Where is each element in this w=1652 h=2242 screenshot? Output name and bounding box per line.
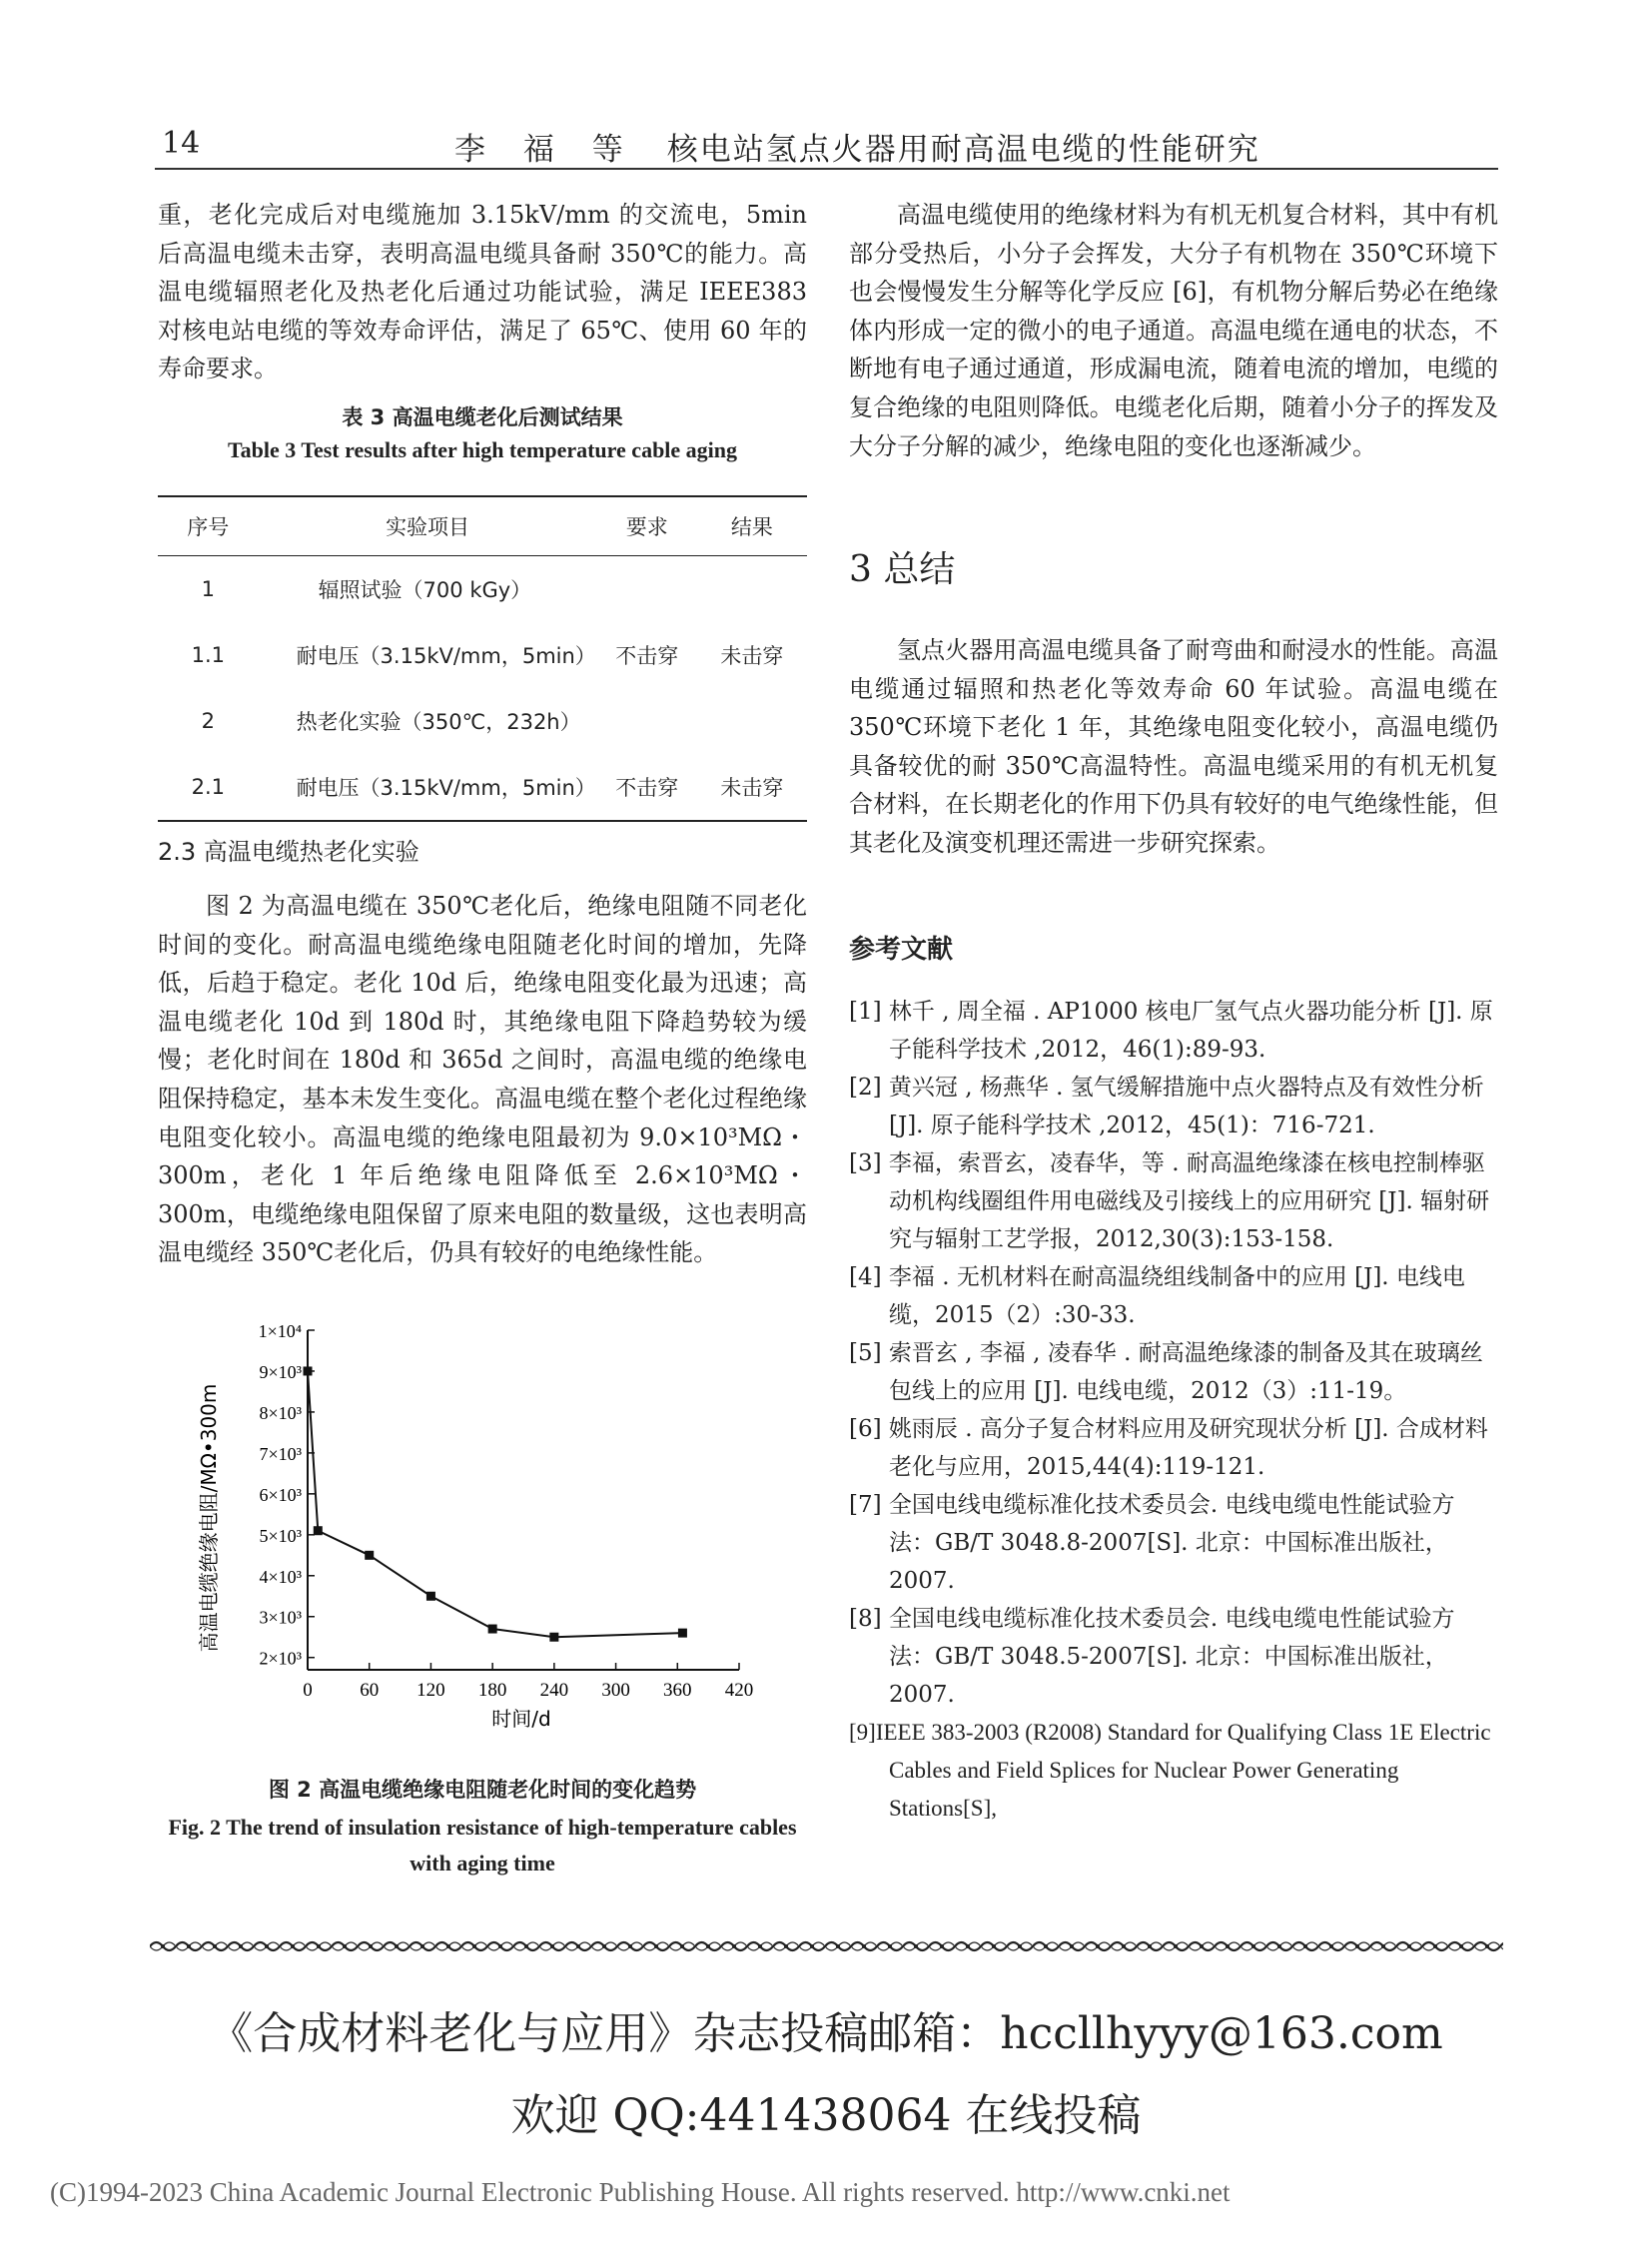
table-row xyxy=(158,754,807,821)
x-tick-label: 0 xyxy=(303,1680,313,1701)
cell: 1 xyxy=(201,577,215,601)
x-tick-label: 420 xyxy=(724,1680,754,1701)
y-tick-label: 4×10³ xyxy=(259,1566,302,1587)
data-point xyxy=(426,1592,435,1601)
results-table xyxy=(158,495,807,822)
left-intro-paragraph xyxy=(158,196,807,388)
cell: 辐照试验（700 kGy） xyxy=(318,578,532,602)
data-point xyxy=(314,1526,323,1535)
cell: 耐电压（3.15kV/mm，5min） xyxy=(296,644,596,668)
header-authors: 李 福 等 xyxy=(454,132,637,168)
summary-text: 氢点火器用高温电缆具备了耐弯曲和耐浸水的性能。高温电缆通过辐照和热老化等效寿命 60 年试验。高温电缆在 350℃环境下老化 1 年，其绝缘电阻变化较小，高温电缆仍具备较优的耐 350℃高温特性。高温电缆采用的有机无机复合材料，在长期老化的作用下仍具有较好的电气绝缘性能，但其老化及演变机理还需进一步研究探索。 xyxy=(849,636,1498,857)
reference-item: [8] 全国电线电缆标准化技术委员会. 电线电缆电性能试验方法：GB/T 3048.5-2007[S]. 北京：中国标准出版社，2007. xyxy=(849,1606,1455,1708)
data-point xyxy=(678,1629,687,1638)
intro-text: 重，老化完成后对电缆施加 3.15kV/mm 的交流电，5min 后高温电缆未击穿，表明高温电缆具备耐 350℃的能力。高温电缆辐照老化及热老化后通过功能试验，满足 IEEE383 对核电站电缆的等效寿命评估，满足了 65℃、使用 60 年的寿命要求。 xyxy=(158,201,807,383)
submission-banner-line2: 欢迎 QQ:441438064 在线投稿 xyxy=(510,2090,1142,2141)
figure-caption-en: Fig. 2 The trend of insulation resistance of high-temperature cables with aging time xyxy=(168,1815,797,1875)
section-text: 图 2 为高温电缆在 350℃老化后，绝缘电阻随不同老化时间的变化。耐高温电缆绝缘电阻随老化时间的增加，先降低，后趋于稳定。老化 10d 后，绝缘电阻变化最为迅速；高温电缆老化 10d 到 180d 时，其绝缘电阻下降趋势较为缓慢；老化时间在 180d 和 365d 之间时，高温电缆的绝缘电阻保持稳定，基本未发生变化。高温电缆在整个老化过程绝缘电阻变化较小。高温电缆的绝缘电阻最初为 9.0×10³MΩ・300m，老化 1 年后绝缘电阻降低至 2.6×10³MΩ・300m，电缆绝缘电阻保留了原来电阻的数量级，这也表明高温电缆经 350℃老化后，仍具有较好的电绝缘性能。 xyxy=(158,892,807,1267)
header-title: 核电站氢点火器用耐高温电缆的性能研究 xyxy=(666,132,1260,168)
series-line xyxy=(308,1371,682,1637)
table-caption-en: Table 3 Test results after high temperature cable aging xyxy=(227,437,738,462)
data-point xyxy=(304,1366,313,1375)
reference-item: [1] 林千 , 周全福 . AP1000 核电厂氢气点火器功能分析 [J]. 原子能科学技术 ,2012，46(1):89-93. xyxy=(849,999,1493,1063)
reference-item: [5] 索晋玄 , 李福 , 凌春华 . 耐高温绝缘漆的制备及其在玻璃丝包线上的应用 [J]. 电线电缆，2012（3）:11-19。 xyxy=(849,1340,1483,1404)
discussion-text: 高温电缆使用的绝缘材料为有机无机复合材料，其中有机部分受热后，小分子会挥发，大分子有机物在 350℃环境下也会慢慢发生分解等化学反应 [6]，有机物分解后势必在绝缘体内形成一定的微小的电子通道。高温电缆在通电的状态，不断地有电子通过通道，形成漏电流，随着电流的增加，电缆的复合绝缘的电阻则降低。电缆老化后期，随着小分子的挥发及大分子分解的减少，绝缘电阻的变化也逐渐减少。 xyxy=(849,201,1498,460)
table-header-row xyxy=(158,496,807,556)
y-tick-label: 9×10³ xyxy=(259,1361,302,1382)
x-tick-label: 240 xyxy=(539,1680,569,1701)
reference-item: [6] 姚雨辰 . 高分子复合材料应用及研究现状分析 [J]. 合成材料老化与应用，2015,44(4):119-121. xyxy=(849,1416,1488,1480)
cell: 耐电压（3.15kV/mm，5min） xyxy=(259,754,597,821)
y-tick-label: 1×10⁴ xyxy=(258,1321,302,1341)
series-points xyxy=(304,1366,687,1641)
cell: 未击穿 xyxy=(720,644,784,668)
x-tick-label: 360 xyxy=(663,1680,692,1701)
cell: 2.1 xyxy=(158,754,259,821)
col-header: 实验项目 xyxy=(259,496,597,556)
chart-axes xyxy=(308,1330,739,1670)
x-tick-label: 120 xyxy=(416,1680,445,1701)
y-axis-label: 高温电缆绝缘电阻/MΩ•300m xyxy=(197,1383,221,1653)
col-header: 要求 xyxy=(597,496,697,556)
insulation-resistance-chart xyxy=(168,1318,807,1738)
table-row xyxy=(158,622,807,688)
section-heading-2-3: 2.3 高温电缆热老化实验 xyxy=(158,838,419,866)
cell xyxy=(697,556,807,623)
cell: 1.1 xyxy=(191,643,225,667)
references-list xyxy=(849,993,1498,1828)
header-rule xyxy=(155,168,1498,170)
cell: 热老化实验（350℃，232h） xyxy=(296,710,581,734)
right-paragraph xyxy=(849,196,1498,465)
cell xyxy=(597,688,697,754)
data-point xyxy=(488,1625,497,1634)
reference-item: [2] 黄兴冠 , 杨燕华 . 氢气缓解措施中点火器特点及有效性分析 [J]. 原子能科学技术 ,2012，45(1)：716-721. xyxy=(849,1075,1484,1138)
summary-heading: 3 总结 xyxy=(849,549,956,590)
y-tick-label: 7×10³ xyxy=(259,1443,302,1464)
cell: 不击穿 xyxy=(615,644,679,668)
col-header: 序号 xyxy=(158,496,259,556)
x-ticks xyxy=(303,1663,753,1701)
table-caption-cn: 表 3 高温电缆老化后测试结果 xyxy=(342,405,623,429)
x-tick-label: 180 xyxy=(477,1680,507,1701)
cell: 2 xyxy=(201,709,215,733)
table-row xyxy=(158,688,807,754)
cell: 不击穿 xyxy=(597,754,697,821)
x-axis-label: 时间/d xyxy=(491,1707,551,1731)
figure-caption-cn: 图 2 高温电缆绝缘电阻随老化时间的变化趋势 xyxy=(268,1778,697,1802)
x-tick-label: 300 xyxy=(601,1680,630,1701)
ornamental-divider xyxy=(150,1937,1503,1955)
reference-item: [7] 全国电线电缆标准化技术委员会. 电线电缆电性能试验方法：GB/T 3048.8-2007[S]. 北京：中国标准出版社，2007. xyxy=(849,1492,1455,1594)
reference-item: [3] 李福，索晋玄，凌春华，等 . 耐高温绝缘漆在核电控制棒驱动机构线圈组件用电磁线及引接线上的应用研究 [J]. 辐射研究与辐射工艺学报，2012,30(3):153-158. xyxy=(849,1150,1490,1252)
cell xyxy=(597,556,697,623)
y-tick-label: 5×10³ xyxy=(259,1525,302,1546)
y-tick-label: 6×10³ xyxy=(259,1484,302,1505)
table-row xyxy=(158,556,807,623)
y-tick-label: 3×10³ xyxy=(259,1607,302,1628)
data-point xyxy=(549,1633,558,1642)
x-tick-label: 60 xyxy=(360,1680,380,1701)
copyright-footer: (C)1994-2023 China Academic Journal Electronic Publishing House. All rights reserved. http://www.cnki.net xyxy=(50,2177,1231,2207)
references-heading: 参考文献 xyxy=(849,935,954,965)
cell xyxy=(697,688,807,754)
col-header: 结果 xyxy=(697,496,807,556)
reference-item: [4] 李福 . 无机材料在耐高温绕组线制备中的应用 [J]. 电线电缆，2015（2）:30-33. xyxy=(849,1264,1465,1328)
reference-item: [9]IEEE 383-2003 (R2008) Standard for Qualifying Class 1E Electric Cables and Field Splices for Nuclear Power Generating Stations[S], xyxy=(849,1720,1491,1821)
data-point xyxy=(365,1551,374,1560)
page-number: 14 xyxy=(162,126,201,161)
y-tick-label: 2×10³ xyxy=(259,1648,302,1669)
cell: 未击穿 xyxy=(697,754,807,821)
section-paragraph xyxy=(158,887,807,1272)
summary-paragraph xyxy=(849,631,1498,863)
running-header xyxy=(454,124,1260,169)
submission-banner-line1: 《合成材料老化与应用》杂志投稿邮箱：hccllhyyy@163.com xyxy=(209,2008,1443,2059)
y-tick-label: 8×10³ xyxy=(259,1402,302,1423)
